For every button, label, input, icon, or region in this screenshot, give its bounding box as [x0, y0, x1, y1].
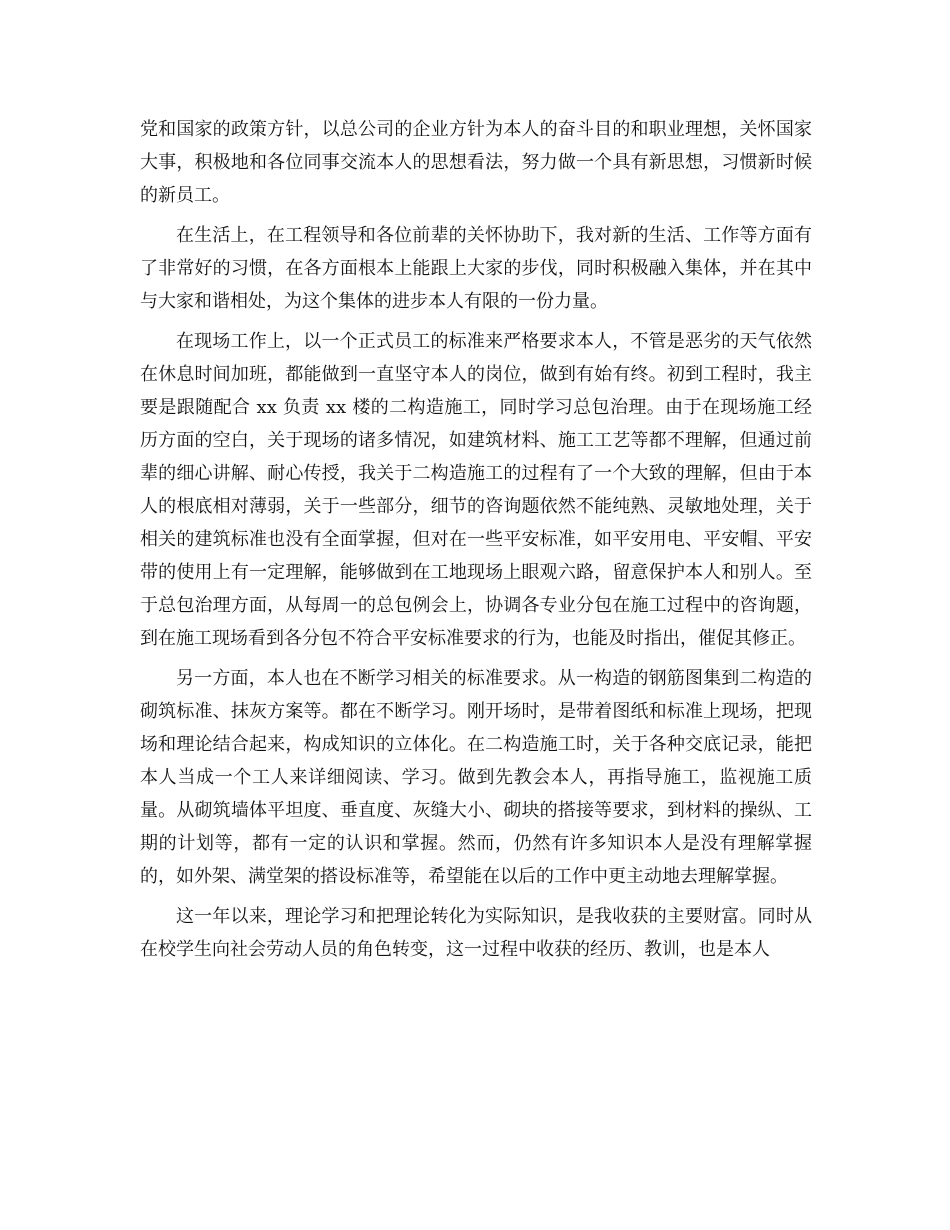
paragraph-3: 在现场工作上，以一个正式员工的标准来严格要求本人，不管是恶劣的天气依然在休息时间加班，都能做到一直坚守本人的岗位，做到有始有终。初到工程时，我主要是跟随配合 xx 负责 xx 楼的二构造施工，同时学习总包治理。由于在现场施工经历方面的空白，关于现场的诸多情况，如建筑材料、施工工艺等都不理解，但通过前辈的细心讲解、耐心传授，我关于二构造施工的过程有了一个大致的理解，但由于本人的根底相对薄弱，关于一些部分，细节的咨询题依然不能纯熟、灵敏地处理，关于相关的建筑标准也没有全面掌握，但对在一些平安标准，如平安用电、平安帽、平安带的使用上有一定理解，能够做到在工地现场上眼观六路，留意保护本人和别人。至于总包治理方面，从每周一的总包例会上，协调各专业分包在施工过程中的咨询题，到在施工现场看到各分包不符合平安标准要求的行为，也能及时指出，催促其修正。	[140, 331, 812, 649]
paragraph-5: 这一年以来，理论学习和把理论转化为实际知识，是我收获的主要财富。同时从在校学生向社会劳动人员的角色转变，这一过程中收获的经历、教训，也是本人	[140, 906, 812, 960]
paragraph-2: 在生活上，在工程领导和各位前辈的关怀协助下，我对新的生活、工作等方面有了非常好的习惯，在各方面根本上能跟上大家的步伐，同时积极融入集体，并在其中与大家和谐相处，为这个集体的进步本人有限的一份力量。	[140, 225, 812, 312]
paragraph-1: 党和国家的政策方针，以总公司的企业方针为本人的奋斗目的和职业理想，关怀国家大事，积极地和各位同事交流本人的思想看法，努力做一个具有新思想，习惯新时候的新员工。	[140, 119, 812, 206]
document-body	[140, 113, 812, 973]
paragraph-4: 另一方面，本人也在不断学习相关的标准要求。从一构造的钢筋图集到二构造的砌筑标准、抹灰方案等。都在不断学习。刚开场时，是带着图纸和标准上现场，把现场和理论结合起来，构成知识的立体化。在二构造施工时，关于各种交底记录，能把本人当成一个工人来详细阅读、学习。做到先教会本人，再指导施工，监视施工质量。从砌筑墙体平坦度、垂直度、灰缝大小、砌块的搭接等要求，到材料的操纵、工期的计划等，都有一定的认识和掌握。然而，仍然有许多知识本人是没有理解掌握的，如外架、满堂架的搭设标准等，希望能在以后的工作中更主动地去理解掌握。	[140, 668, 812, 887]
